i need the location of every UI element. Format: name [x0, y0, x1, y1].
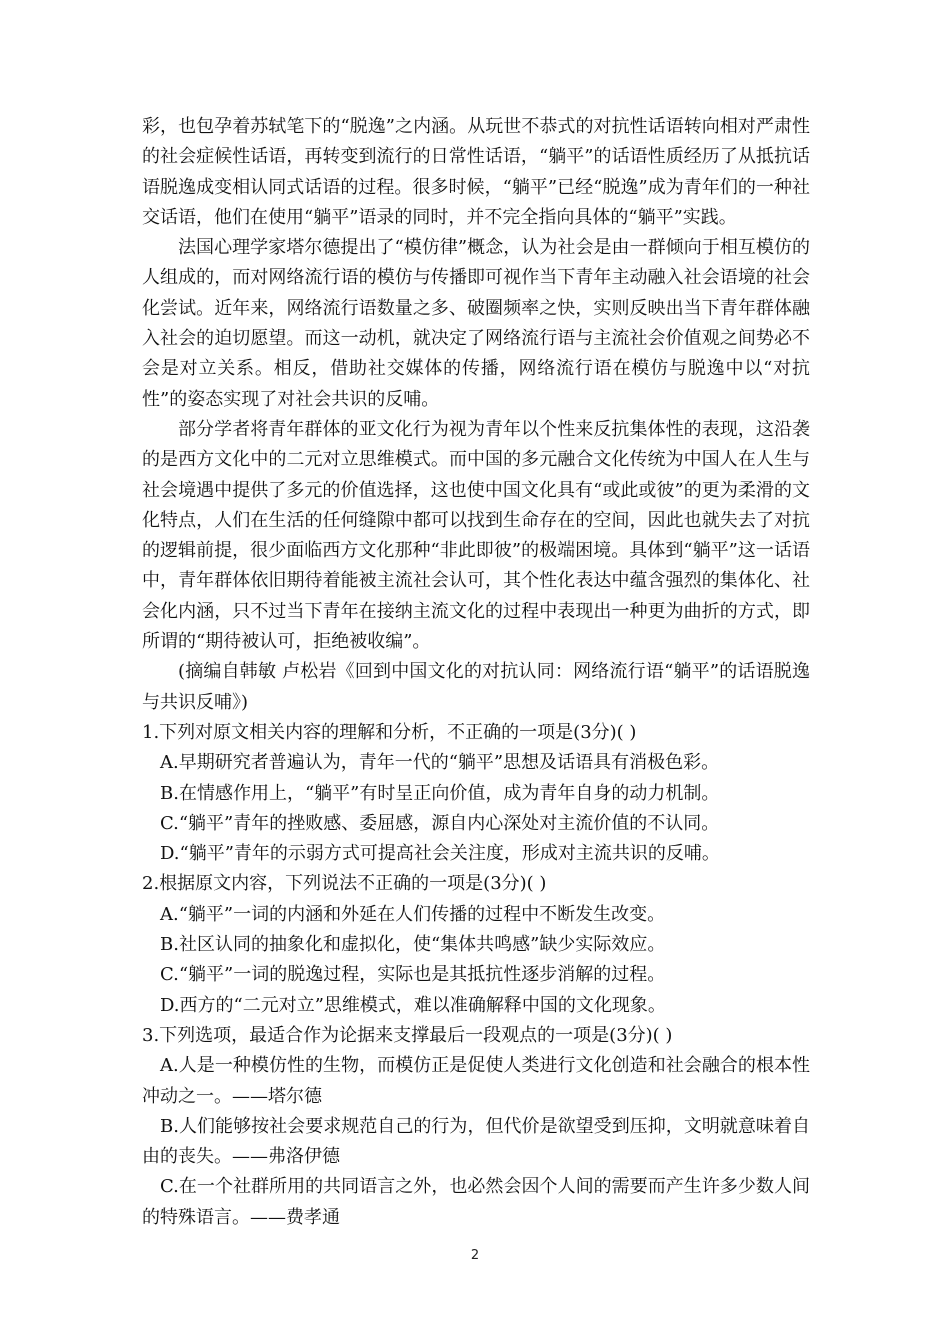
option-a: A.人是一种模仿性的生物，而模仿正是促使人类进行文化创造和社会融合的根本性冲动之一。——塔尔德 [142, 1055, 810, 1107]
source-citation: (摘编自韩敏 卢松岩《回到中国文化的对抗认同：网络流行语“躺平”的话语脱逸与共识反哺》) [142, 661, 810, 713]
option-a: A.早期研究者普遍认为，青年一代的“躺平”思想及话语具有消极色彩。 [160, 752, 720, 774]
option-b: B.在情感作用上，“躺平”有时呈正向价值，成为青年自身的动力机制。 [160, 782, 720, 804]
option-c: C.在一个社群所用的共同语言之外，也必然会因个人间的需要而产生许多少数人间的特殊语言。——费孝通 [142, 1176, 810, 1228]
document-page [142, 112, 810, 1233]
page-number: 2 [470, 1248, 480, 1263]
option-d: D.西方的“二元对立”思维模式，难以准确解释中国的文化现象。 [160, 994, 666, 1016]
question-1 [142, 718, 810, 869]
option-b: B.社区认同的抽象化和虚拟化，使“集体共鸣感”缺少实际效应。 [160, 934, 666, 956]
option-c: C.“躺平”一词的脱逸过程，实际也是其抵抗性逐步消解的过程。 [160, 964, 666, 986]
question-stem: 1.下列对原文相关内容的理解和分析，不正确的一项是(3分)( ) [142, 721, 637, 743]
paragraph-3: 部分学者将青年群体的亚文化行为视为青年以个性来反抗集体性的表现，这沿袭的是西方文化中的二元对立思维模式。而中国的多元融合文化传统为中国人在人生与社会境遇中提供了多元的价值选择，这也使中国文化具有“或此或彼”的更为柔滑的文化特点，人们在生活的任何缝隙中都可以找到生命存在的空间，因此也就失去了对抗的逻辑前提，很少面临西方文化那种“非此即彼”的极端困境。具体到“躺平”这一话语中，青年群体依旧期待着能被主流社会认可，其个性化表达中蕴含强烈的集体化、社会化内涵，只不过当下青年在接纳主流文化的过程中表现出一种更为曲折的方式，即所谓的“期待被认可，拒绝被收编”。 [142, 418, 810, 653]
question-stem: 3.下列选项，最适合作为论据来支撑最后一段观点的一项是(3分)( ) [142, 1024, 673, 1046]
paragraph-2: 法国心理学家塔尔德提出了“模仿律”概念，认为社会是由一群倾向于相互模仿的人组成的，而对网络流行语的模仿与传播即可视作当下青年主动融入社会语境的社会化尝试。近年来，网络流行语数量之多、破圈频率之快，实则反映出当下青年群体融入社会的迫切愿望。而这一动机，就决定了网络流行语与主流社会价值观之间势必不会是对立关系。相反，借助社交媒体的传播，网络流行语在模仿与脱逸中以“对抗性”的姿态实现了对社会共识的反哺。 [142, 237, 810, 410]
option-c: C.“躺平”青年的挫败感、委屈感，源自内心深处对主流价值的不认同。 [160, 812, 720, 834]
question-stem: 2.根据原文内容，下列说法不正确的一项是(3分)( ) [142, 873, 547, 895]
option-d: D.“躺平”青年的示弱方式可提高社会关注度，形成对主流共识的反哺。 [160, 843, 720, 865]
option-b: B.人们能够按社会要求规范自己的行为，但代价是欲望受到压抑，文明就意味着自由的丧失。——弗洛伊德 [142, 1115, 810, 1168]
question-2 [142, 869, 810, 1020]
option-a: A.“躺平”一词的内涵和外延在人们传播的过程中不断发生改变。 [160, 903, 666, 925]
question-3 [142, 1021, 810, 1233]
paragraph-1: 彩，也包孕着苏轼笔下的“脱逸”之内涵。从玩世不恭式的对抗性话语转向相对严肃性的社会症候性话语，再转变到流行的日常性话语，“躺平”的话语性质经历了从抵抗话语脱逸成变相认同式话语的过程。很多时候，“躺平”已经“脱逸”成为青年们的一种社交话语，他们在使用“躺平”语录的同时，并不完全指向具体的“躺平”实践。 [142, 116, 810, 228]
